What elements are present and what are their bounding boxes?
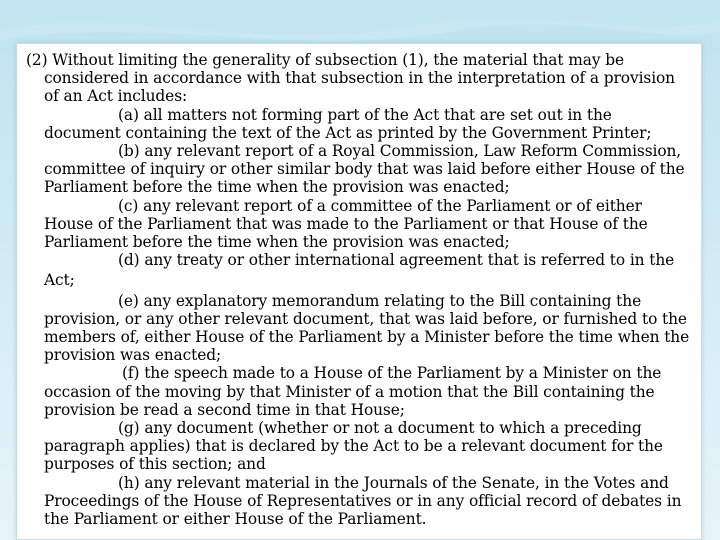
item-f-line-2: occasion of the moving by that Minister of a motion that the Bill containing the xyxy=(44,382,655,401)
item-f xyxy=(26,364,698,419)
item-h-line-1: (h) any relevant material in the Journals of the Senate, in the Votes and xyxy=(118,473,669,492)
item-b-line-3: Parliament before the time when the provision was enacted; xyxy=(44,178,510,197)
item-e-line-2: provision, or any other relevant document, that was laid before, or furnished to the xyxy=(44,309,687,328)
item-b-line-2: committee of inquiry or other similar body that was laid before either House of the xyxy=(44,160,685,179)
item-g-line-1: (g) any document (whether or not a document to which a preceding xyxy=(118,419,642,438)
item-d-line-2: Act; xyxy=(44,271,75,290)
intro-line-2: considered in accordance with that subsection in the interpretation of a provision xyxy=(44,69,675,88)
item-e-line-1: (e) any explanatory memorandum relating to the Bill containing the xyxy=(118,291,642,310)
item-d xyxy=(26,251,698,289)
item-c-line-3: Parliament before the time when the provision was enacted; xyxy=(44,233,510,252)
item-e-line-4: provision was enacted; xyxy=(44,346,222,365)
item-d-line-1: (d) any treaty or other international agreement that is referred to in the xyxy=(118,251,675,270)
intro-paragraph xyxy=(0,51,698,106)
item-h-line-2: Proceedings of the House of Representatives or in any official record of debates in xyxy=(44,491,682,510)
item-f-line-1: (f) the speech made to a House of the Parliament by a Minister on the xyxy=(122,364,662,383)
item-a xyxy=(26,106,698,142)
item-a-line-2: document containing the text of the Act as printed by the Government Printer; xyxy=(44,123,652,142)
item-g xyxy=(26,419,698,474)
item-g-line-3: purposes of this section; and xyxy=(44,455,266,474)
item-a-line-1: (a) all matters not forming part of the Act that are set out in the xyxy=(118,105,612,124)
intro-line-1: (2) Without limiting the generality of subsection (1), the material that may be xyxy=(26,51,624,69)
item-e xyxy=(26,292,698,365)
item-f-line-3: provision be read a second time in that House; xyxy=(44,400,405,419)
item-b xyxy=(26,142,698,197)
legal-text-body xyxy=(26,51,698,528)
item-b-line-1: (b) any relevant report of a Royal Commission, Law Reform Commission, xyxy=(118,142,682,161)
item-g-line-2: paragraph applies) that is declared by the Act to be a relevant document for the xyxy=(44,437,663,456)
item-c-line-1: (c) any relevant report of a committee of the Parliament or of either xyxy=(118,196,642,215)
item-c-line-2: House of the Parliament that was made to the Parliament or that House of the xyxy=(44,214,648,233)
intro-line-3: of an Act includes: xyxy=(44,87,188,106)
item-e-line-3: members of, either House of the Parliament by a Minister before the time when the xyxy=(44,328,690,347)
item-h-line-3: the Parliament or either House of the Parliament. xyxy=(44,510,427,529)
item-c xyxy=(26,197,698,252)
item-h xyxy=(26,474,698,529)
